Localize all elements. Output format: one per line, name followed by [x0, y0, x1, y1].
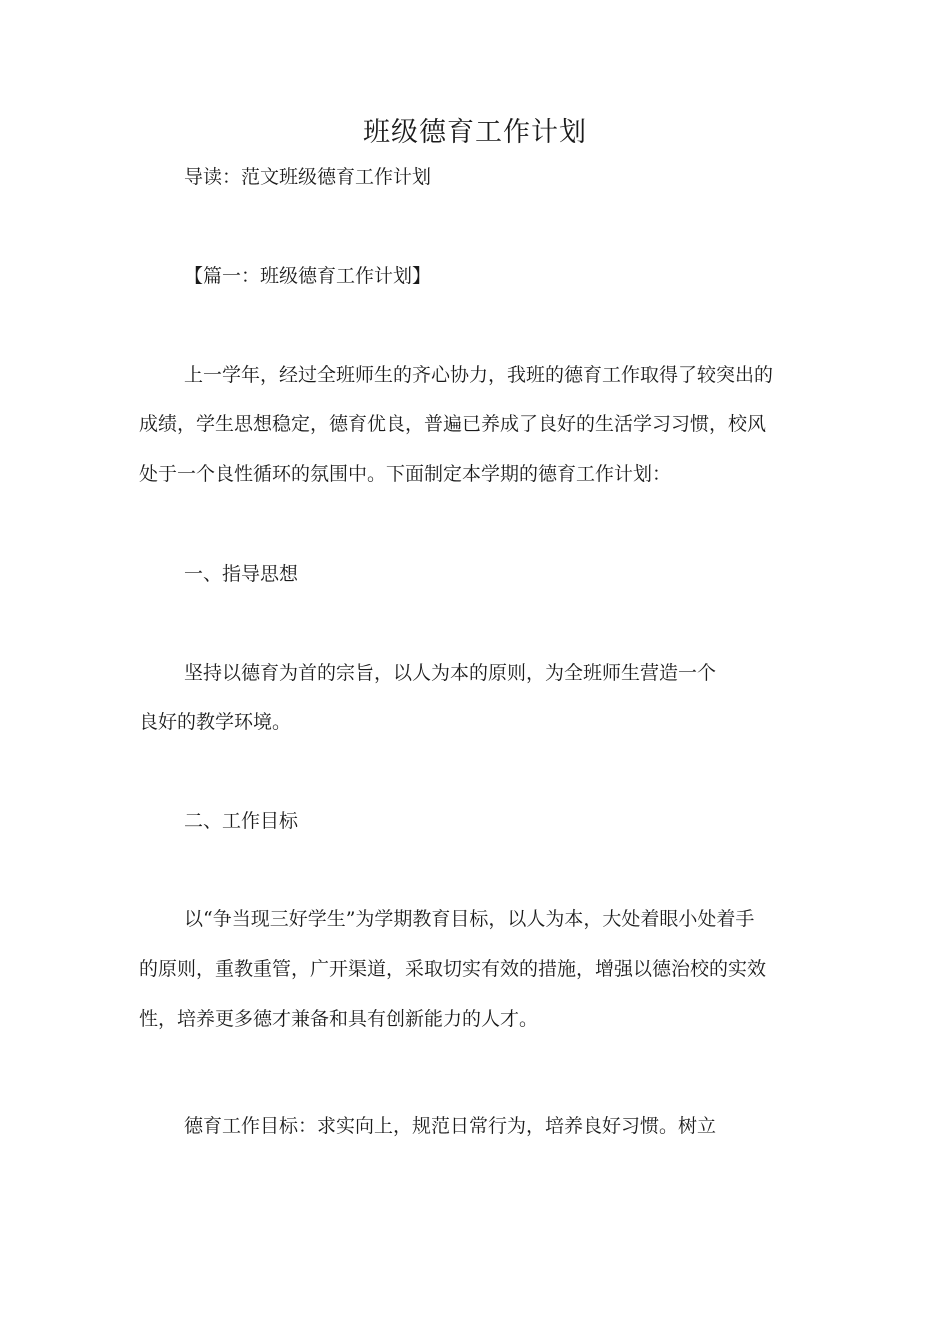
paragraph-2-line-2: 良好的教学环境。	[139, 711, 292, 733]
section-2-heading: 二、工作目标	[184, 810, 299, 832]
paragraph-2-line-1: 坚持以德育为首的宗旨，以人为本的原则，为全班师生营造一个	[184, 662, 717, 684]
paragraph-3-line-1: 以“争当现三好学生”为学期教育目标，以人为本，大处着眼小处着手	[184, 908, 755, 930]
paragraph-1-line-2: 成绩，学生思想稳定，德育优良，普遍已养成了良好的生活学习习惯，校风	[139, 413, 767, 435]
intro-line: 导读：范文班级德育工作计划	[184, 166, 432, 188]
paragraph-3-line-2: 的原则，重教重管，广开渠道，采取切实有效的措施，增强以德治校的实效	[139, 958, 767, 980]
paragraph-1-line-3: 处于一个良性循环的氛围中。下面制定本学期的德育工作计划：	[139, 463, 672, 485]
document-title: 班级德育工作计划	[363, 117, 587, 148]
paragraph-3-line-3: 性，培养更多德才兼备和具有创新能力的人才。	[139, 1008, 539, 1030]
paragraph-1-line-1: 上一学年，经过全班师生的齐心协力，我班的德育工作取得了较突出的	[184, 364, 774, 386]
paragraph-4-line-1: 德育工作目标：求实向上，规范日常行为，培养良好习惯。树立	[184, 1115, 717, 1137]
section-1-heading: 一、指导思想	[184, 563, 299, 585]
chapter-heading: 【篇一：班级德育工作计划】	[184, 265, 432, 287]
